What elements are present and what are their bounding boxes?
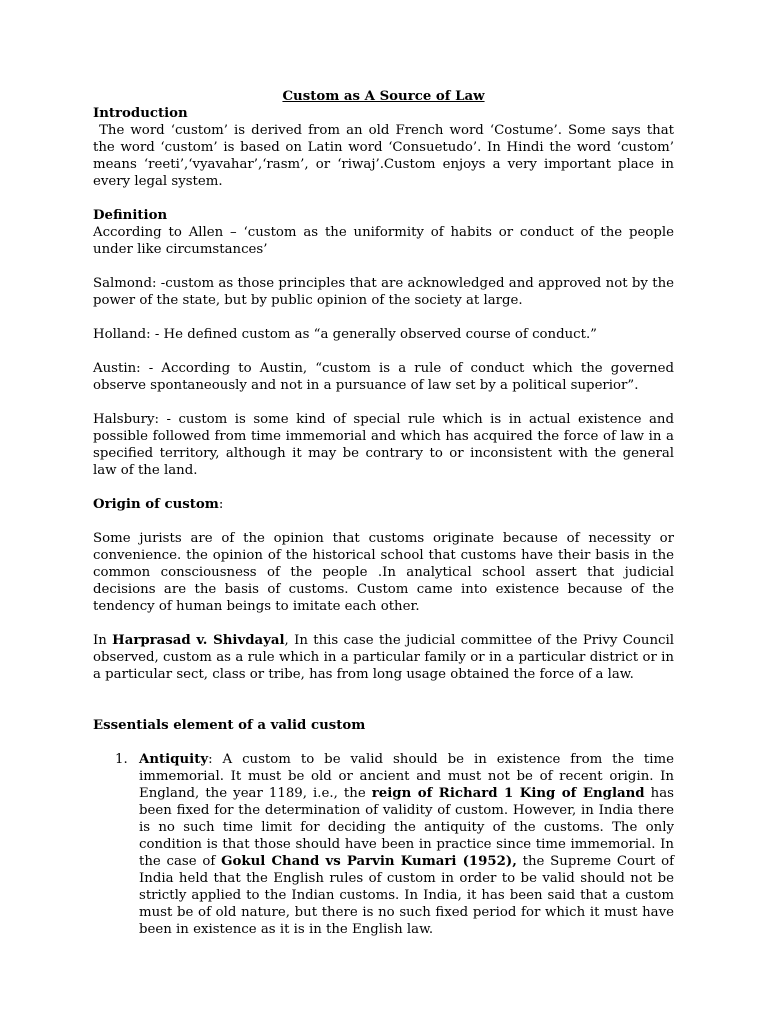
origin-paragraph-1: Some jurists are of the opinion that customs originate because of necessity or convenience. the opinion of the historical school that customs have their basis in the common consciousness of the people .In analytical school assert that judicial decisions are the basis of customs. Custom came into existence because of the tendency of human beings to imitate each other. xyxy=(93,531,674,614)
antiquity-text-c: the Supreme Court of India held that the English rules of custom in order to be valid should not be strictly applied to the Indian customs. In India, it has been said that a custom must be of old nature, but there is no such fixed period for which it must have been in existence as it is in the English law. xyxy=(139,854,674,937)
definition-halsbury: Halsbury: - custom is some kind of special rule which is in actual existence and possible followed from time immemorial and which has acquired the force of law in a specified territory, although it may be contrary to or inconsistent with the general law of the land. xyxy=(93,412,674,478)
essentials-list xyxy=(93,751,674,938)
definition-salmond: Salmond: -custom as those principles that are acknowledged and approved not by the power of the state, but by public opinion of the society at large. xyxy=(93,276,674,308)
origin-heading: Origin of custom xyxy=(93,497,219,512)
definition-heading: Definition xyxy=(93,208,168,223)
antiquity-case-name: Gokul Chand vs Parvin Kumari (1952), xyxy=(221,854,517,869)
essentials-heading: Essentials element of a valid custom xyxy=(93,718,366,733)
document-title: Custom as A Source of Law xyxy=(282,89,485,104)
origin-case-name: Harprasad v. Shivdayal xyxy=(112,633,285,648)
introduction-body: The word ‘custom’ is derived from an old French word ‘Costume’. Some says that the word ‘custom’ is based on Latin word ‘Consuetudo’. In Hindi the word ‘custom’ means ‘reeti’,‘vyavahar’,‘rasm’, or ‘riwaj’.Custom enjoys a very important place in every legal system. xyxy=(93,123,674,189)
essentials-item xyxy=(93,751,674,938)
definition-allen: According to Allen – ‘custom as the uniformity of habits or conduct of the people under like circumstances’ xyxy=(93,225,674,257)
definition-austin: Austin: - According to Austin, “custom is a rule of conduct which the governed observe spontaneously and not in a pursuance of law set by a political superior”. xyxy=(93,361,674,393)
antiquity-paragraph xyxy=(139,751,674,938)
origin-paragraph-2 xyxy=(93,632,674,683)
origin-heading-colon: : xyxy=(218,497,224,512)
origin-p2-prefix: In xyxy=(93,633,113,648)
definition-holland: Holland: - He defined custom as “a generally observed course of conduct.” xyxy=(93,327,597,342)
introduction-text xyxy=(93,122,674,190)
list-number: 1. xyxy=(115,752,128,767)
introduction-heading: Introduction xyxy=(93,106,188,121)
antiquity-bold-reign: reign of Richard 1 King of England xyxy=(371,786,645,801)
antiquity-text-a: : A custom to be valid should be in existence from the time immemorial. It must be old or ancient and must not be of recent origin. In England, the year 1189, i.e., the xyxy=(139,752,674,801)
origin-p2-rest: , In this case the judicial committee of the Privy Council observed, custom as a rule which in a particular family or in a particular district or in a particular sect, class or tribe, has from long usage obtained the force of a law. xyxy=(93,633,674,682)
antiquity-text-b: has been fixed for the determination of validity of custom. However, in India there is no such time limit for deciding the antiquity of the customs. The only condition is that those should have been in practice since time immemorial. In the case of xyxy=(139,786,674,869)
origin-heading-line xyxy=(93,496,674,513)
antiquity-term: Antiquity xyxy=(139,752,209,767)
